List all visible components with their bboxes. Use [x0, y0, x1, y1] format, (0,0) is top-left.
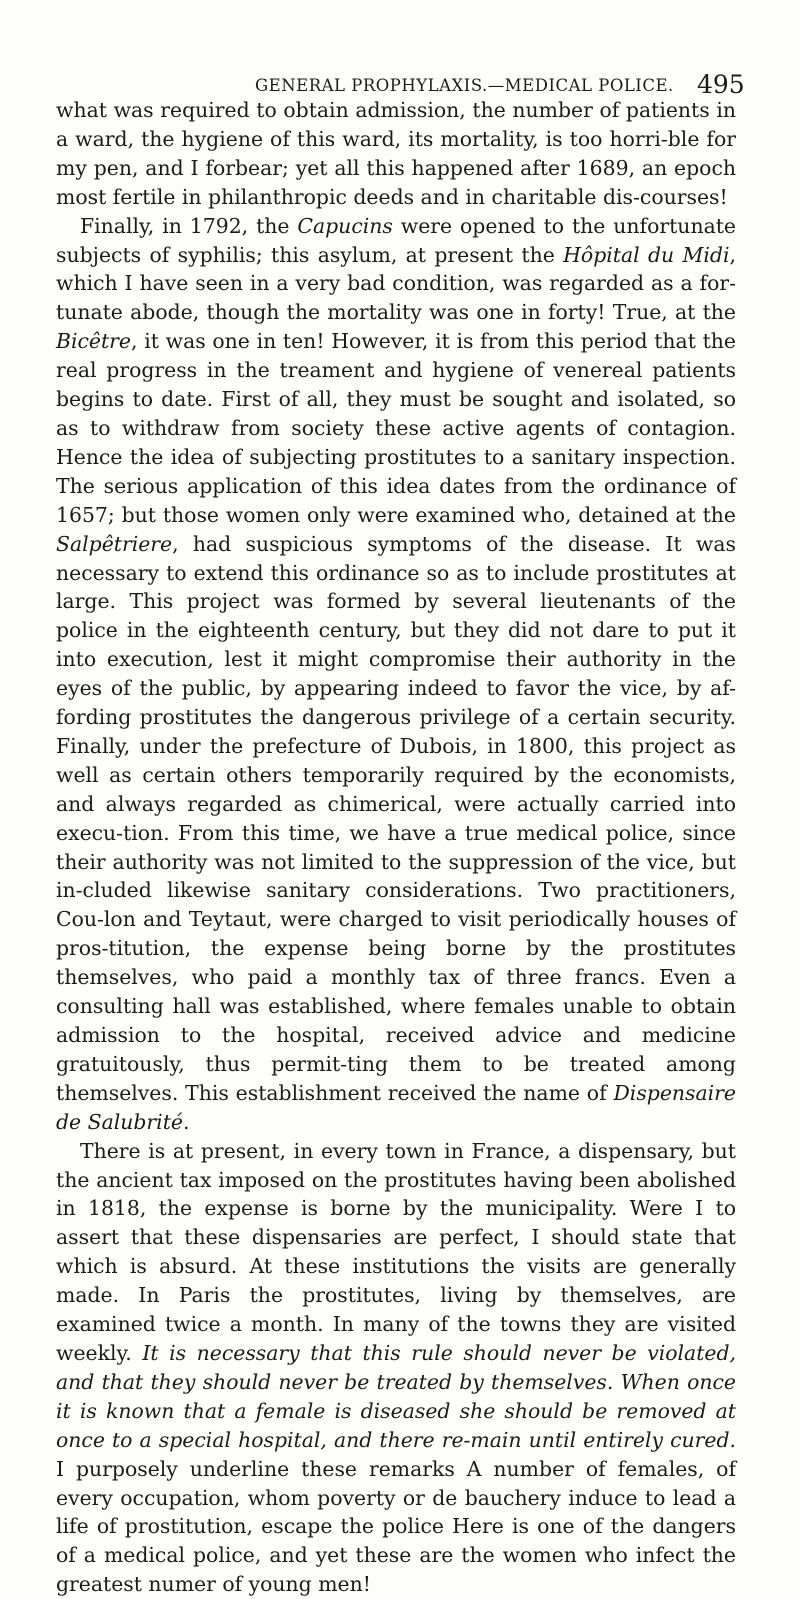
text-run: , had suspicious symptoms of the disease. It was necessary to extend this ordinance so as to include prostitutes at large. This project was formed by several lieutenants of the police in the eighteenth century, but they did not dare to put it into execution, lest it might compromise their authority in the eyes of the public, by appearing indeed to favor the vice, by af-fording prostitutes the dangerous privilege of a certain security. Finally, under the prefecture of Dubois, in 1800, this project as well as certain others temporarily required by the economists, and always regarded as chimerical, were actually carried into execu-tion. From this time, we have a true medical police, since their authority was not limited to the suppression of the vice, but in-cluded likewise sanitary considerations. Two practitioners, Cou-lon and Teytaut, were charged to visit periodically houses of pros-titution, the expense being borne by the prostitutes themselves, who paid a monthly tax of three francs. Even a consulting hall was established, where females unable to obtain admission to the hospital, received advice and medicine gratuitously, thus permit-ting them to be treated among themselves. This establishment received the name of — [56, 531, 736, 1105]
text-run: There is at present, in every town in France, a dispensary, but the ancient tax imposed on the prostitutes having been abolished in 1818, the expense is borne by the municipality. Were I to assert that these dispensaries are perfect, I should state that which is absurd. At these institutions the visits are generally made. In Paris the prostitutes, living by themselves, are examined twice a month. In many of the towns they are visited weekly. — [56, 1138, 736, 1365]
text-run: were opened to the unfortunate subjects of syphilis; this asylum, at present the — [56, 213, 736, 267]
italic-text: Hôpital du Midi — [563, 242, 730, 267]
italic-text: It is necessary that this rule should never be violated, and that they should never be treated by themselves. When once it is known that a female is diseased she should be removed at once to a special hospital, and there re-main until entirely cured. — [56, 1340, 736, 1452]
italic-text: Capucins — [297, 213, 393, 238]
text-run: what was required to obtain admission, the number of patients in a ward, the hygiene of this ward, its mortality, is too horri-ble for my pen, and I forbear; yet all this happened after 1689, an epoch most fertile in philanthropic deeds and in charitable dis-courses! — [56, 98, 736, 209]
paragraph-3 — [56, 1137, 736, 1599]
text-run: I purposely underline these remarks A number of females, of every occupation, whom poverty or de bauchery induce to lead a life of prostitution, escape the police Here is one of the dangers of a medical police, and yet these are the women who infect the greatest numer of young men! — [56, 1456, 736, 1597]
text-run: , it was one in ten! However, it is from this period that the real progress in the treament and hygiene of venereal patients begins to date. First of all, they must be sought and isolated, so as to withdraw from society these active agents of contagion. Hence the idea of subjecting prostitutes to a sanitary inspection. The serious application of this idea dates from the ordinance of 1657; but those women only were examined who, detained at the — [56, 329, 736, 527]
italic-text: Dispensaire de Salubrité — [56, 1080, 736, 1134]
paragraph-2 — [56, 212, 736, 1137]
page-number: 495 — [697, 70, 745, 99]
paragraph-1 — [56, 96, 736, 212]
text-run: , which I have seen in a very bad condition, was regarded as a for-tunate abode, though the mortality was one in forty! True, at the — [56, 242, 736, 325]
italic-text: Bicêtre — [56, 329, 132, 354]
italic-text: Salpêtriere — [56, 531, 173, 556]
running-head: GENERAL PROPHYLAXIS.—MEDICAL POLICE. — [255, 76, 674, 95]
text-run: Finally, in 1792, the — [80, 213, 298, 238]
text-run: . — [182, 1109, 190, 1134]
body-text — [56, 96, 736, 1599]
